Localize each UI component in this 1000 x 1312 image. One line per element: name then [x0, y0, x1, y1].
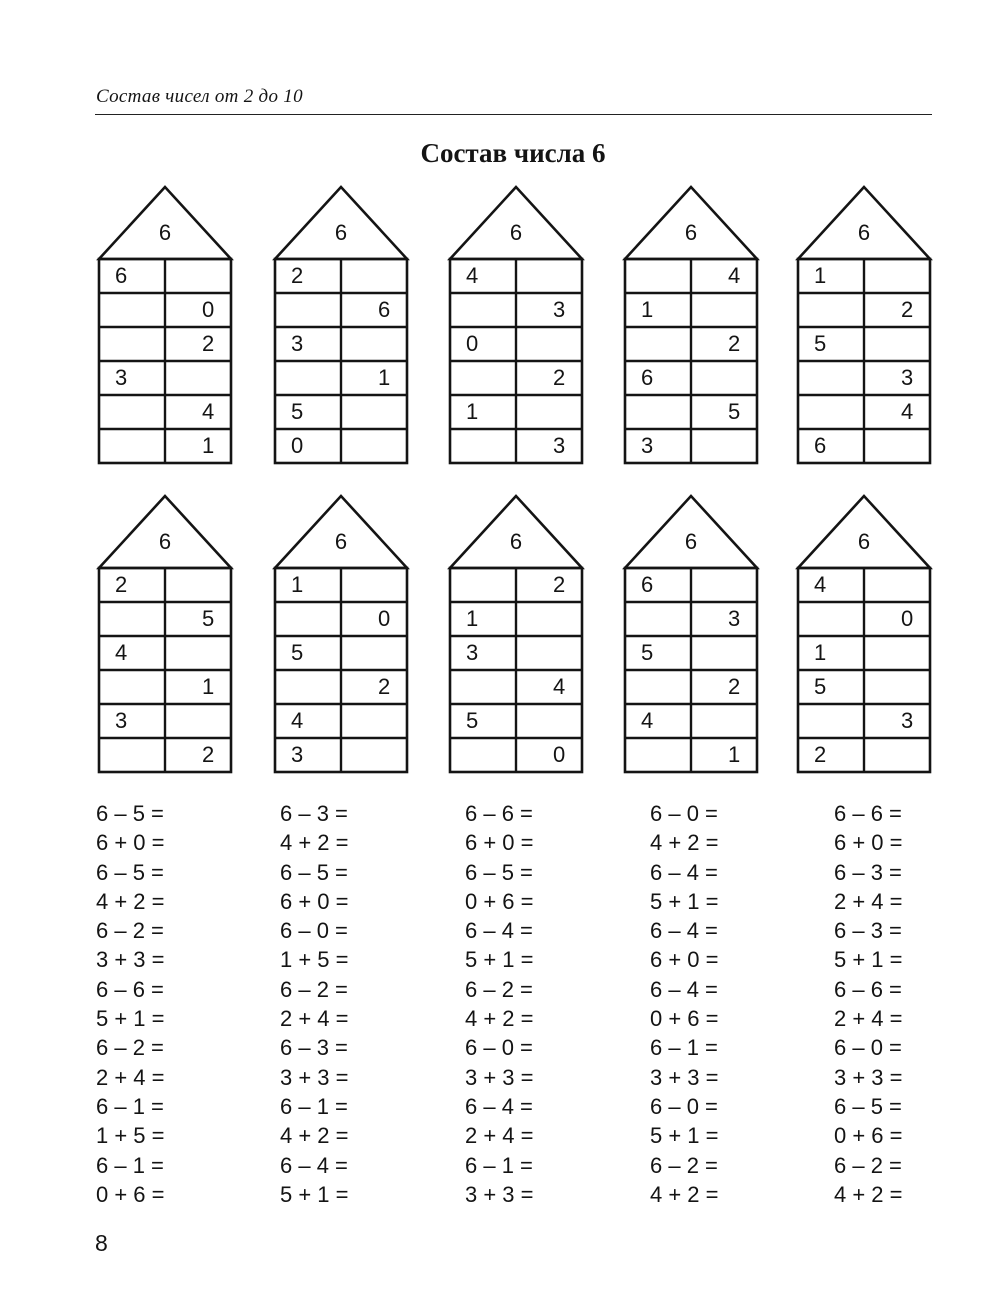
exercise-column — [650, 799, 719, 1209]
exercise-item: 6 – 1 = — [96, 1093, 164, 1119]
exercise-item: 6 + 0 = — [834, 830, 903, 856]
house-cell-left: 5 — [641, 640, 654, 665]
house-cell-left — [450, 738, 516, 772]
house-cell-right — [864, 327, 930, 361]
house-cell-left: 3 — [466, 640, 479, 665]
house-cell-left — [625, 259, 691, 293]
house-cell-left: 3 — [291, 742, 304, 767]
house-cell-right: 6 — [378, 297, 391, 322]
exercise-item: 6 + 0 = — [96, 830, 165, 856]
exercise-item: 0 + 6 = — [834, 1123, 903, 1149]
exercise-item: 5 + 1 = — [650, 1123, 719, 1149]
house-cell-right — [691, 704, 757, 738]
exercise-item: 3 + 3 = — [280, 1064, 349, 1090]
house-cell-right — [341, 429, 407, 463]
house-cell-left — [450, 361, 516, 395]
roof-number: 6 — [158, 220, 172, 245]
exercise-item: 6 – 3 = — [834, 859, 902, 885]
house-cell-left — [625, 327, 691, 361]
house-cell-left: 4 — [466, 263, 479, 288]
exercise-item: 4 + 2 = — [650, 830, 719, 856]
exercise-item: 6 – 5 = — [465, 859, 533, 885]
house-cell-right — [691, 293, 757, 327]
house-cell-left — [275, 293, 341, 327]
exercise-item: 0 + 6 = — [96, 1181, 165, 1207]
roof-number: 6 — [334, 529, 348, 554]
house-cell-right: 5 — [728, 399, 741, 424]
exercise-item: 6 – 5 = — [96, 859, 164, 885]
house-cell-right: 2 — [378, 674, 391, 699]
exercise-item: 2 + 4 = — [280, 1006, 349, 1032]
house-cell-left: 6 — [115, 263, 128, 288]
exercise-item: 4 + 2 = — [280, 830, 349, 856]
page-title: Состав числа 6 — [420, 138, 606, 168]
exercise-item: 6 – 5 = — [96, 801, 164, 826]
house-cell-left: 3 — [291, 331, 304, 356]
exercise-item: 6 – 2 = — [650, 1152, 718, 1178]
house-cell-right — [864, 636, 930, 670]
house-cell-right — [341, 327, 407, 361]
house-cell-right: 2 — [202, 331, 215, 356]
exercise-item: 6 – 1 = — [280, 1093, 348, 1119]
house-cell-left: 5 — [814, 674, 827, 699]
house-cell-right — [165, 259, 231, 293]
house-cell-left: 3 — [641, 433, 654, 458]
house-cell-right — [864, 429, 930, 463]
house-cell-right — [864, 670, 930, 704]
number-house — [797, 186, 931, 468]
house-cell-left: 4 — [115, 640, 128, 665]
roof-number: 6 — [158, 529, 172, 554]
house-cell-right: 4 — [553, 674, 566, 699]
house-cell-right — [864, 568, 930, 602]
house-cell-left: 4 — [291, 708, 304, 733]
house-cell-right: 4 — [202, 399, 215, 424]
house-cell-left: 5 — [291, 640, 304, 665]
house-cell-right: 0 — [553, 742, 566, 767]
number-house — [624, 495, 758, 777]
exercise-item: 6 – 5 = — [834, 1093, 902, 1119]
house-cell-right: 0 — [202, 297, 215, 322]
house-cell-left — [625, 738, 691, 772]
exercise-item: 6 + 0 = — [650, 947, 719, 973]
page-number: 8 — [95, 1230, 108, 1256]
exercise-item: 2 + 4 = — [834, 1006, 903, 1032]
house-cell-right: 1 — [202, 674, 215, 699]
exercise-item: 6 – 0 = — [650, 1093, 718, 1119]
house-cell-left: 1 — [291, 572, 304, 597]
house-cell-right: 1 — [202, 433, 215, 458]
house-cell-right: 1 — [728, 742, 741, 767]
exercise-item: 6 – 4 = — [465, 1093, 533, 1119]
exercise-item: 6 – 6 = — [834, 976, 902, 1002]
exercise-item: 6 – 4 = — [465, 918, 533, 944]
exercise-item: 6 – 2 = — [834, 1152, 902, 1178]
exercise-item: 3 + 3 = — [96, 947, 165, 973]
house-cell-right — [341, 568, 407, 602]
house-cell-left — [99, 293, 165, 327]
number-house — [274, 495, 408, 777]
house-cell-left: 3 — [115, 365, 128, 390]
house-cell-right — [516, 636, 582, 670]
house-cell-right: 2 — [728, 331, 741, 356]
house-cell-right: 3 — [553, 433, 566, 458]
house-cell-left: 2 — [814, 742, 827, 767]
house-cell-right — [516, 704, 582, 738]
house-cell-left: 5 — [466, 708, 479, 733]
exercise-item: 6 – 1 = — [650, 1035, 718, 1061]
house-cell-left: 3 — [115, 708, 128, 733]
exercise-column — [96, 799, 165, 1209]
house-cell-left: 0 — [466, 331, 479, 356]
house-cell-left — [275, 670, 341, 704]
number-house — [624, 186, 758, 468]
roof-number: 6 — [334, 220, 348, 245]
roof-number: 6 — [509, 529, 523, 554]
number-house — [98, 186, 232, 468]
exercise-item: 2 + 4 = — [96, 1064, 165, 1090]
exercise-column — [834, 799, 903, 1209]
exercise-column — [280, 799, 349, 1209]
exercise-column — [465, 799, 534, 1209]
exercise-item: 6 – 0 = — [465, 1035, 533, 1061]
exercise-item: 6 – 5 = — [280, 859, 348, 885]
house-cell-right — [691, 429, 757, 463]
house-cell-left — [99, 429, 165, 463]
house-cell-left: 6 — [814, 433, 827, 458]
house-cell-left — [625, 670, 691, 704]
exercise-item: 6 – 0 = — [834, 1035, 902, 1061]
house-cell-left: 5 — [814, 331, 827, 356]
number-house — [797, 495, 931, 777]
roof-number: 6 — [857, 220, 871, 245]
exercise-item: 6 – 1 = — [96, 1152, 164, 1178]
house-cell-left — [625, 602, 691, 636]
house-cell-right — [341, 259, 407, 293]
exercise-item: 2 + 4 = — [834, 888, 903, 914]
header-divider — [95, 114, 932, 115]
house-cell-left — [99, 670, 165, 704]
house-cell-right — [341, 704, 407, 738]
exercise-item: 6 – 6 = — [834, 801, 902, 826]
house-cell-left — [99, 395, 165, 429]
house-cell-right: 1 — [378, 365, 391, 390]
house-cell-right: 5 — [202, 606, 215, 631]
exercise-item: 5 + 1 = — [650, 888, 719, 914]
exercise-item: 6 – 2 = — [96, 1035, 164, 1061]
exercise-item: 6 + 0 = — [280, 888, 349, 914]
house-cell-right: 3 — [901, 365, 914, 390]
exercise-item: 6 – 2 = — [280, 976, 348, 1002]
number-house — [274, 186, 408, 468]
exercise-item: 3 + 3 = — [465, 1181, 534, 1207]
house-cell-left — [275, 602, 341, 636]
house-cell-left — [450, 429, 516, 463]
house-cell-left — [798, 395, 864, 429]
house-cell-right — [341, 738, 407, 772]
house-cell-left — [798, 704, 864, 738]
exercise-item: 5 + 1 = — [834, 947, 903, 973]
house-cell-left — [450, 670, 516, 704]
exercise-item: 3 + 3 = — [650, 1064, 719, 1090]
exercise-item: 1 + 5 = — [280, 947, 349, 973]
house-cell-left: 5 — [291, 399, 304, 424]
exercise-item: 6 – 4 = — [650, 918, 718, 944]
exercise-item: 6 – 6 = — [96, 976, 164, 1002]
house-cell-right — [691, 568, 757, 602]
exercise-item: 0 + 6 = — [650, 1006, 719, 1032]
house-cell-right: 2 — [553, 365, 566, 390]
exercise-item: 4 + 2 = — [96, 888, 165, 914]
house-cell-left — [99, 602, 165, 636]
house-cell-left — [625, 395, 691, 429]
house-cell-left: 0 — [291, 433, 304, 458]
house-cell-left: 2 — [291, 263, 304, 288]
house-cell-left — [450, 293, 516, 327]
house-cell-right — [165, 568, 231, 602]
house-cell-right — [341, 636, 407, 670]
exercise-item: 6 – 4 = — [280, 1152, 348, 1178]
running-title: Состав чисел от 2 до 10 — [96, 86, 303, 107]
exercise-item: 4 + 2 = — [280, 1123, 349, 1149]
house-cell-right — [516, 602, 582, 636]
exercise-item: 6 – 3 = — [280, 1035, 348, 1061]
exercise-item: 6 – 0 = — [650, 801, 718, 826]
house-cell-left: 6 — [641, 572, 654, 597]
house-cell-right: 0 — [378, 606, 391, 631]
house-cell-right: 2 — [202, 742, 215, 767]
house-cell-right — [864, 738, 930, 772]
house-cell-right — [864, 259, 930, 293]
house-cell-right — [691, 636, 757, 670]
house-cell-right: 3 — [901, 708, 914, 733]
house-cell-left — [99, 327, 165, 361]
exercise-item: 5 + 1 = — [280, 1181, 349, 1207]
exercise-item: 4 + 2 = — [465, 1006, 534, 1032]
exercise-item: 6 – 3 = — [834, 918, 902, 944]
house-cell-left: 1 — [466, 606, 479, 631]
exercise-item: 6 – 4 = — [650, 859, 718, 885]
roof-number: 6 — [684, 220, 698, 245]
number-house — [98, 495, 232, 777]
house-cell-left: 1 — [641, 297, 654, 322]
house-cell-right — [516, 259, 582, 293]
house-cell-right: 4 — [728, 263, 741, 288]
exercise-item: 6 – 2 = — [465, 976, 533, 1002]
house-cell-left — [275, 361, 341, 395]
roof-number: 6 — [857, 529, 871, 554]
roof-number: 6 — [684, 529, 698, 554]
house-cell-right — [165, 704, 231, 738]
house-cell-right: 3 — [728, 606, 741, 631]
exercise-item: 6 – 3 = — [280, 801, 348, 826]
house-cell-right — [516, 327, 582, 361]
house-cell-right: 4 — [901, 399, 914, 424]
exercise-item: 0 + 6 = — [465, 888, 534, 914]
house-cell-right — [165, 636, 231, 670]
exercise-item: 3 + 3 = — [834, 1064, 903, 1090]
exercise-item: 3 + 3 = — [465, 1064, 534, 1090]
house-cell-left: 4 — [814, 572, 827, 597]
house-cell-left: 1 — [814, 640, 827, 665]
roof-number: 6 — [509, 220, 523, 245]
house-cell-right: 0 — [901, 606, 914, 631]
exercise-item: 6 – 2 = — [96, 918, 164, 944]
exercise-item: 6 – 4 = — [650, 976, 718, 1002]
house-cell-right — [341, 395, 407, 429]
number-house — [449, 495, 583, 777]
house-cell-right — [165, 361, 231, 395]
exercise-item: 2 + 4 = — [465, 1123, 534, 1149]
exercise-item: 6 – 1 = — [465, 1152, 533, 1178]
exercise-item: 5 + 1 = — [465, 947, 534, 973]
house-cell-left — [798, 602, 864, 636]
house-cell-left — [798, 293, 864, 327]
house-cell-right: 2 — [728, 674, 741, 699]
house-cell-right — [691, 361, 757, 395]
house-cell-left: 6 — [641, 365, 654, 390]
house-cell-left: 1 — [466, 399, 479, 424]
exercise-item: 4 + 2 = — [650, 1181, 719, 1207]
house-cell-left: 4 — [641, 708, 654, 733]
exercise-item: 5 + 1 = — [96, 1006, 165, 1032]
house-cell-right: 3 — [553, 297, 566, 322]
house-cell-left — [798, 361, 864, 395]
house-cell-left: 1 — [814, 263, 827, 288]
exercise-item: 4 + 2 = — [834, 1181, 903, 1207]
number-house — [449, 186, 583, 468]
house-cell-right — [516, 395, 582, 429]
exercise-item: 1 + 5 = — [96, 1123, 165, 1149]
house-cell-right: 2 — [901, 297, 914, 322]
exercise-item: 6 – 6 = — [465, 801, 533, 826]
house-cell-right: 2 — [553, 572, 566, 597]
exercise-item: 6 – 0 = — [280, 918, 348, 944]
house-cell-left: 2 — [115, 572, 128, 597]
house-cell-left — [450, 568, 516, 602]
exercise-item: 6 + 0 = — [465, 830, 534, 856]
house-cell-left — [99, 738, 165, 772]
